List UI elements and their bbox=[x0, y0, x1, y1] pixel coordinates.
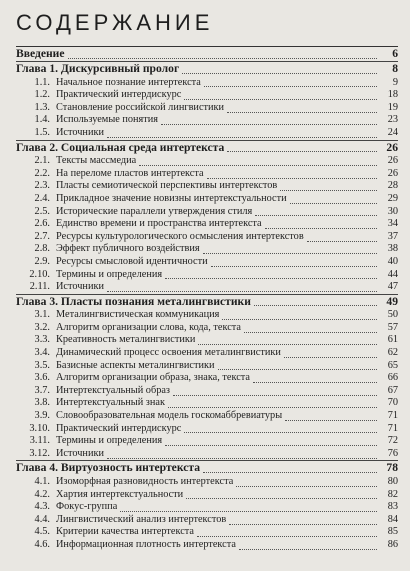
section-number: 2.4. bbox=[34, 192, 50, 204]
chapter-entry[interactable] bbox=[16, 295, 398, 310]
section-entry[interactable] bbox=[16, 448, 398, 461]
section-page: 29 bbox=[387, 192, 398, 204]
section-entry[interactable] bbox=[16, 114, 398, 127]
leader-dots bbox=[184, 424, 377, 433]
section-title: Интертекстуальный образ bbox=[56, 384, 170, 396]
section-page: 71 bbox=[387, 422, 398, 434]
leader-dots bbox=[184, 91, 377, 100]
chapter-title: Глава 4. Виртуозность интертекста bbox=[16, 461, 200, 475]
chapter-title: Глава 3. Пласты познания металингвистики bbox=[16, 294, 251, 308]
page-title: СОДЕРЖАНИЕ bbox=[16, 10, 214, 35]
section-page: 76 bbox=[387, 447, 398, 459]
chapter-entry[interactable] bbox=[16, 461, 398, 476]
section-title: Динамический процесс освоения металингвистики bbox=[56, 347, 281, 359]
section-title: Термины и определения bbox=[56, 268, 163, 280]
section-title: На переломе пластов интертекста bbox=[56, 167, 204, 179]
section-entry[interactable] bbox=[16, 256, 398, 269]
section-entry[interactable] bbox=[16, 347, 398, 360]
leader-dots bbox=[198, 336, 377, 345]
section-number: 1.2. bbox=[34, 89, 50, 101]
chapter-page: 26 bbox=[386, 140, 398, 154]
leader-dots bbox=[284, 349, 377, 358]
leader-dots bbox=[227, 143, 377, 152]
section-title: Источники bbox=[56, 281, 104, 293]
leader-dots bbox=[218, 361, 377, 370]
section-entry[interactable] bbox=[16, 397, 398, 410]
section-title: Информационная плотность интертекста bbox=[56, 538, 236, 550]
leader-dots bbox=[165, 270, 377, 279]
section-title: Становление российской лингвистики bbox=[56, 101, 225, 113]
section-page: 26 bbox=[387, 167, 398, 179]
section-title: Словообразовательная модель госкомаббревиатуры bbox=[56, 410, 283, 422]
chapter-entry[interactable] bbox=[16, 62, 398, 77]
leader-dots bbox=[255, 207, 377, 216]
section-number: 4.3. bbox=[34, 501, 50, 513]
section-title: Источники bbox=[56, 447, 104, 459]
section-page: 85 bbox=[387, 526, 398, 538]
section-title: Пласты семиотической перспективы интертекстов bbox=[56, 180, 278, 192]
section-entry[interactable] bbox=[16, 423, 398, 436]
intro-entry[interactable] bbox=[16, 47, 398, 61]
section-number: 4.5. bbox=[34, 526, 50, 538]
section-number: 3.7. bbox=[34, 384, 50, 396]
leader-dots bbox=[254, 297, 377, 306]
section-number: 3.3. bbox=[34, 334, 50, 346]
section-title: Критерии качества интертекста bbox=[56, 526, 194, 538]
section-title: Термины и определения bbox=[56, 435, 163, 447]
section-number: 4.1. bbox=[34, 476, 50, 487]
leader-dots bbox=[120, 503, 377, 512]
section-page: 71 bbox=[387, 410, 398, 422]
section-number: 3.9. bbox=[34, 410, 50, 422]
section-title: Единство времени и пространства интертекста bbox=[56, 218, 262, 230]
section-page: 23 bbox=[387, 114, 398, 126]
leader-dots bbox=[173, 387, 377, 396]
section-entry[interactable] bbox=[16, 102, 398, 115]
section-entry[interactable] bbox=[16, 410, 398, 423]
section-entry[interactable] bbox=[16, 243, 398, 256]
section-page: 30 bbox=[387, 205, 398, 217]
leader-dots bbox=[239, 541, 377, 550]
section-entry[interactable] bbox=[16, 514, 398, 527]
leader-dots bbox=[204, 78, 377, 87]
leader-dots bbox=[222, 311, 377, 320]
leader-dots bbox=[203, 245, 377, 254]
section-number: 4.4. bbox=[34, 513, 50, 525]
section-entry[interactable] bbox=[16, 89, 398, 102]
leader-dots bbox=[265, 220, 377, 229]
section-page: 19 bbox=[387, 101, 398, 113]
chapter-page: 78 bbox=[386, 461, 398, 475]
leader-dots bbox=[107, 450, 377, 459]
section-page: 18 bbox=[387, 89, 398, 101]
section-entry[interactable] bbox=[16, 526, 398, 539]
section-page: 70 bbox=[387, 397, 398, 409]
leader-dots bbox=[307, 233, 377, 242]
leader-dots bbox=[168, 399, 377, 408]
section-page: 86 bbox=[387, 538, 398, 550]
section-title: Интертекстуальный знак bbox=[56, 397, 165, 409]
leader-dots bbox=[207, 170, 377, 179]
section-page: 24 bbox=[387, 126, 398, 138]
section-page: 44 bbox=[387, 268, 398, 280]
section-page: 26 bbox=[387, 155, 398, 167]
section-number: 1.5. bbox=[34, 126, 50, 138]
section-title: Изоморфная разновидность интертекста bbox=[56, 476, 234, 487]
section-entry[interactable] bbox=[16, 476, 398, 489]
section-title: Хартия интертекстуальности bbox=[56, 488, 184, 500]
section-entry[interactable] bbox=[16, 309, 398, 322]
section-title: Лингвистический анализ интертекстов bbox=[56, 513, 227, 525]
section-page: 62 bbox=[387, 347, 398, 359]
section-title: Источники bbox=[56, 126, 104, 138]
section-entry[interactable] bbox=[16, 168, 398, 181]
section-number: 2.1. bbox=[34, 155, 50, 167]
section-title: Алгоритм организации слова, кода, текста bbox=[56, 321, 241, 333]
section-title: Эффект публичного воздействия bbox=[56, 243, 200, 255]
section-title: Прикладное значение новизны интертекстуальности bbox=[56, 192, 287, 204]
leader-dots bbox=[229, 516, 377, 525]
section-number: 4.2. bbox=[34, 488, 50, 500]
section-number: 2.2. bbox=[34, 167, 50, 179]
leader-dots bbox=[227, 104, 377, 113]
section-title: Тексты массмедиа bbox=[56, 155, 137, 167]
section-page: 61 bbox=[387, 334, 398, 346]
leader-dots bbox=[290, 195, 377, 204]
section-number: 1.3. bbox=[34, 101, 50, 113]
leader-dots bbox=[280, 182, 377, 191]
chapter-page: 49 bbox=[386, 294, 398, 308]
section-entry[interactable] bbox=[16, 231, 398, 244]
section-title: Фокус-группа bbox=[56, 501, 118, 513]
section-title: Креативность металингвистики bbox=[56, 334, 196, 346]
section-entry[interactable] bbox=[16, 539, 398, 552]
leader-dots bbox=[68, 50, 377, 59]
section-number: 3.6. bbox=[34, 372, 50, 384]
chapter-entry[interactable] bbox=[16, 141, 398, 156]
section-title: Алгоритм организации образа, знака, текста bbox=[56, 372, 250, 384]
leader-dots bbox=[107, 283, 377, 292]
leader-dots bbox=[186, 490, 377, 499]
section-number: 3.12. bbox=[29, 447, 50, 459]
section-entry[interactable] bbox=[16, 127, 398, 140]
section-number: 2.5. bbox=[34, 205, 50, 217]
section-page: 72 bbox=[387, 435, 398, 447]
section-title: Используемые понятия bbox=[56, 114, 159, 126]
section-number: 4.6. bbox=[34, 538, 50, 550]
leader-dots bbox=[211, 258, 377, 267]
intro-page: 6 bbox=[392, 47, 398, 60]
section-entry[interactable] bbox=[16, 281, 398, 294]
section-entry[interactable] bbox=[16, 334, 398, 347]
section-page: 37 bbox=[387, 230, 398, 242]
section-title: Ресурсы смысловой идентичности bbox=[56, 255, 208, 267]
section-page: 38 bbox=[387, 243, 398, 255]
section-entry[interactable] bbox=[16, 155, 398, 168]
chapter-title: Глава 1. Дискурсивный пролог bbox=[16, 62, 180, 75]
leader-dots bbox=[107, 129, 377, 138]
chapter-title: Глава 2. Социальная среда интертекста bbox=[16, 140, 225, 154]
section-number: 3.10. bbox=[29, 422, 50, 434]
section-number: 3.11. bbox=[29, 435, 50, 447]
section-number: 2.8. bbox=[34, 243, 50, 255]
leader-dots bbox=[165, 437, 377, 446]
section-page: 28 bbox=[387, 180, 398, 192]
section-page: 67 bbox=[387, 384, 398, 396]
section-page: 47 bbox=[387, 281, 398, 293]
section-number: 2.10. bbox=[29, 268, 50, 280]
section-page: 34 bbox=[387, 218, 398, 230]
section-title: Исторические параллели утверждения стиля bbox=[56, 205, 253, 217]
section-title: Базисные аспекты металингвистики bbox=[56, 359, 215, 371]
section-entry[interactable] bbox=[16, 77, 398, 90]
section-page: 82 bbox=[387, 488, 398, 500]
section-entry[interactable] bbox=[16, 435, 398, 448]
section-number: 3.5. bbox=[34, 359, 50, 371]
section-entry[interactable] bbox=[16, 501, 398, 514]
section-number: 2.6. bbox=[34, 218, 50, 230]
section-entry[interactable] bbox=[16, 269, 398, 282]
section-entry[interactable] bbox=[16, 385, 398, 398]
leader-dots bbox=[182, 65, 377, 74]
section-page: 80 bbox=[387, 476, 398, 487]
section-number: 1.1. bbox=[34, 76, 50, 88]
section-number: 3.1. bbox=[34, 309, 50, 321]
section-number: 3.8. bbox=[34, 397, 50, 409]
section-page: 66 bbox=[387, 372, 398, 384]
section-page: 84 bbox=[387, 513, 398, 525]
leader-dots bbox=[203, 464, 377, 473]
section-entry[interactable] bbox=[16, 218, 398, 231]
toc-list bbox=[16, 61, 398, 552]
leader-dots bbox=[161, 116, 377, 125]
section-number: 2.9. bbox=[34, 255, 50, 267]
section-entry[interactable] bbox=[16, 360, 398, 373]
section-title: Начальное познание интертекста bbox=[56, 76, 201, 88]
section-number: 3.2. bbox=[34, 321, 50, 333]
section-title: Практический интердискурс bbox=[56, 89, 182, 101]
section-number: 2.3. bbox=[34, 180, 50, 192]
intro-text: Введение bbox=[16, 47, 65, 60]
leader-dots bbox=[244, 324, 377, 333]
section-entry[interactable] bbox=[16, 206, 398, 219]
section-number: 2.7. bbox=[34, 230, 50, 242]
section-title: Практический интердискурс bbox=[56, 422, 182, 434]
leader-dots bbox=[139, 157, 377, 166]
section-title: Ресурсы культурологического осмысления интертекстов bbox=[56, 230, 304, 242]
leader-dots bbox=[285, 412, 377, 421]
leader-dots bbox=[197, 528, 377, 537]
section-title: Металингвистическая коммуникация bbox=[56, 309, 220, 321]
section-number: 3.4. bbox=[34, 347, 50, 359]
section-entry[interactable] bbox=[16, 489, 398, 502]
section-page: 9 bbox=[392, 76, 398, 88]
section-page: 50 bbox=[387, 309, 398, 321]
chapter-page: 8 bbox=[392, 62, 398, 75]
section-entry[interactable] bbox=[16, 180, 398, 193]
section-page: 83 bbox=[387, 501, 398, 513]
section-entry[interactable] bbox=[16, 372, 398, 385]
section-number: 1.4. bbox=[34, 114, 50, 126]
leader-dots bbox=[253, 374, 377, 383]
section-page: 57 bbox=[387, 321, 398, 333]
section-page: 65 bbox=[387, 359, 398, 371]
section-entry[interactable] bbox=[16, 322, 398, 335]
section-entry[interactable] bbox=[16, 193, 398, 206]
section-page: 40 bbox=[387, 255, 398, 267]
leader-dots bbox=[236, 478, 377, 487]
section-number: 2.11. bbox=[29, 281, 50, 293]
